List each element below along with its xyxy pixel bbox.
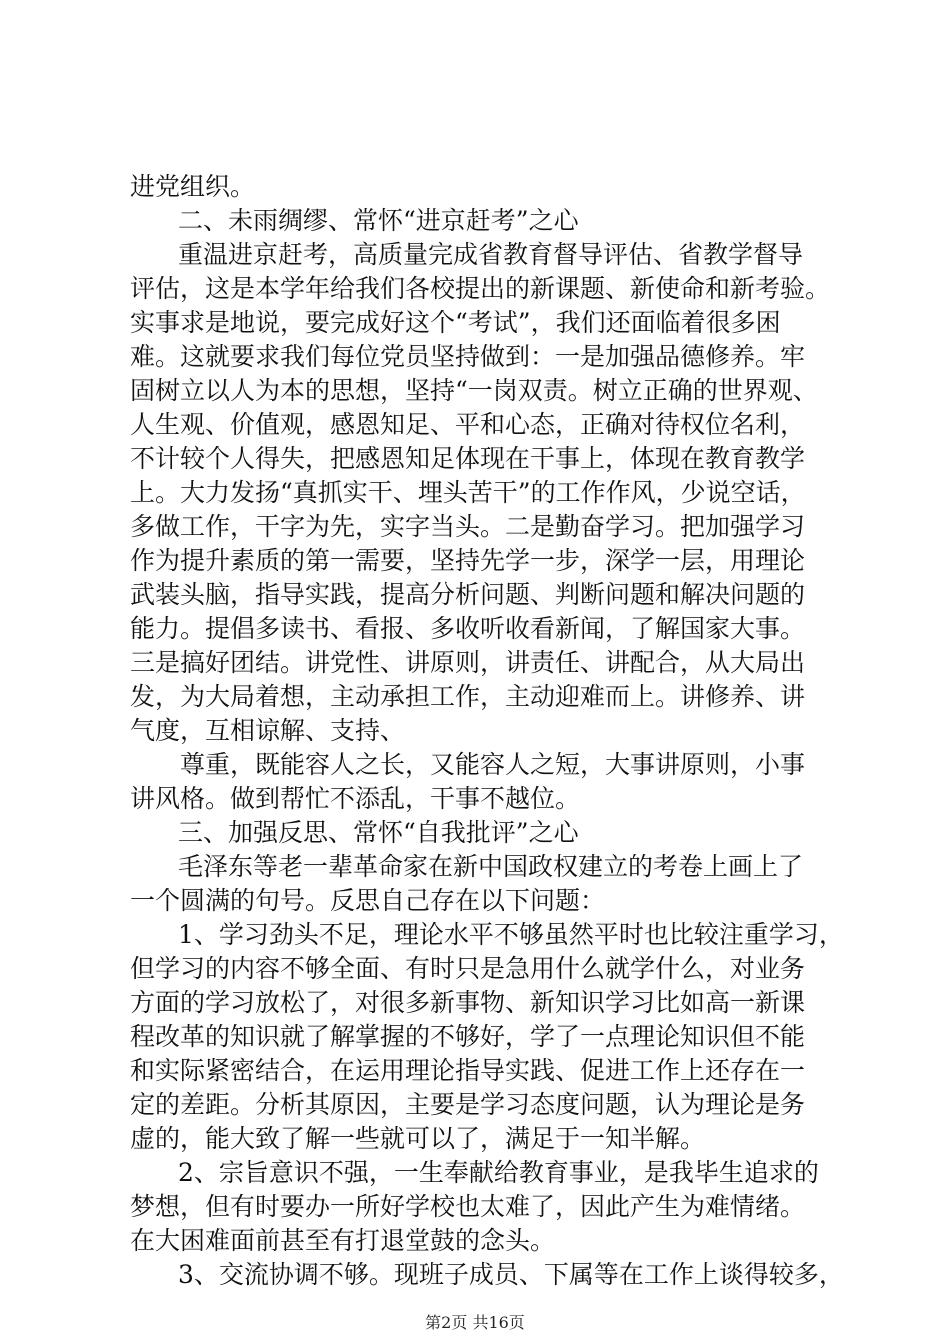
text-line: 毛泽东等老一辈革命家在新中国政权建立的考卷上画上了 bbox=[178, 852, 804, 881]
page-footer: 第2页 共16页 bbox=[425, 1313, 525, 1332]
text-line: 作为提升素质的第一需要，坚持先学一步，深学一层，用理论 bbox=[130, 546, 806, 575]
text-line: 进党组织。 bbox=[130, 172, 256, 201]
text-line: 难。这就要求我们每位党员坚持做到：一是加强品德修养。牢 bbox=[130, 342, 806, 371]
text-line: 三是搞好团结。讲党性、讲原则，讲责任、讲配合，从大局出 bbox=[130, 648, 806, 677]
text-line: 评估，这是本学年给我们各校提出的新课题、新使命和新考验。 bbox=[130, 274, 831, 303]
text-line: 多做工作，干字为先，实字当头。二是勤奋学习。把加强学习 bbox=[130, 512, 806, 541]
text-line: 尊重，既能容人之长，又能容人之短，大事讲原则，小事 bbox=[180, 750, 806, 779]
text-line: 方面的学习放松了，对很多新事物、新知识学习比如高一新课 bbox=[130, 988, 806, 1017]
text-line: 重温进京赶考，高质量完成省教育督导评估、省教学督导 bbox=[178, 240, 804, 269]
text-line: 发，为大局着想，主动承担工作，主动迎难而上。讲修养、讲 bbox=[130, 682, 806, 711]
text-line: 和实际紧密结合，在运用理论指导实践、促进工作上还存在一 bbox=[130, 1056, 806, 1085]
text-line: 3、交流协调不够。现班子成员、下属等在工作上谈得较多， bbox=[178, 1260, 844, 1289]
text-line: 人生观、价值观，感恩知足、平和心态，正确对待权位名利， bbox=[130, 410, 806, 439]
text-line: 定的差距。分析其原因，主要是学习态度问题，认为理论是务 bbox=[130, 1090, 806, 1119]
text-line: 不计较个人得失，把感恩知足体现在干事上，体现在教育教学 bbox=[130, 444, 806, 473]
section-heading: 三、加强反思、常怀“自我批评”之心 bbox=[178, 818, 579, 847]
text-line: 固树立以人为本的思想，坚持“一岗双责。树立正确的世界观、 bbox=[130, 376, 818, 405]
text-line: 气度，互相谅解、支持、 bbox=[130, 716, 406, 745]
text-line: 武装头脑，指导实践，提高分析问题、判断问题和解决问题的 bbox=[130, 580, 806, 609]
text-line: 上。大力发扬“真抓实干、埋头苦干”的工作作风，少说空话， bbox=[130, 478, 806, 507]
text-line: 1、学习劲头不足，理论水平不够虽然平时也比较注重学习， bbox=[178, 920, 844, 949]
text-line: 程改革的知识就了解掌握的不够好，学了一点理论知识但不能 bbox=[130, 1022, 806, 1051]
text-line: 能力。提倡多读书、看报、多收听收看新闻，了解国家大事。 bbox=[130, 614, 806, 643]
text-line: 但学习的内容不够全面、有时只是急用什么就学什么，对业务 bbox=[130, 954, 806, 983]
text-line: 虚的，能大致了解一些就可以了，满足于一知半解。 bbox=[130, 1124, 706, 1153]
text-line: 梦想，但有时要办一所好学校也太难了，因此产生为难情绪。 bbox=[130, 1192, 806, 1221]
text-line: 讲风格。做到帮忙不添乱，干事不越位。 bbox=[130, 784, 581, 813]
text-line: 在大困难面前甚至有打退堂鼓的念头。 bbox=[130, 1226, 556, 1255]
section-heading: 二、未雨绸缪、常怀“进京赶考”之心 bbox=[178, 206, 579, 235]
text-line: 实事求是地说，要完成好这个“考试”，我们还面临着很多困 bbox=[130, 308, 781, 337]
text-line: 2、宗旨意识不强，一生奉献给教育事业，是我毕生追求的 bbox=[178, 1158, 819, 1187]
text-line: 一个圆满的句号。反思自己存在以下问题： bbox=[130, 886, 606, 915]
